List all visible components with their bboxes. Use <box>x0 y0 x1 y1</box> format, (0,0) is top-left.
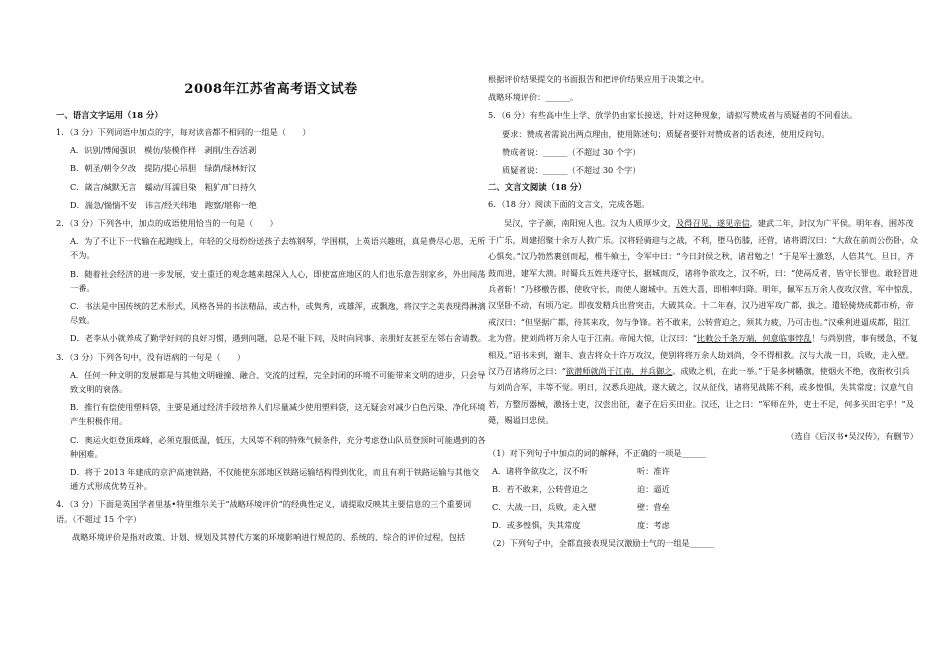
q3-option-c: C．奥运火炬登顶珠峰，必须克服低温，低压，大风等不利的特殊气候条件，充分考虑登山队员登顶时可能遇到的各种困难。 <box>70 434 486 459</box>
q1-option-c: C．箴言/缄默无言 蠕动/耳濡目染 粗犷/旷日持久 <box>70 181 257 192</box>
section-heading-classical: 二、文言文阅读（18 分） <box>488 182 587 193</box>
q5-requirement: 要求：赞成者需说出两点理由，使用陈述句；质疑者要针对赞成者的话表述，使用反问句。 <box>502 128 830 139</box>
option-gloss: 迫：逼近 <box>637 483 670 494</box>
q5-answer-support: 赞成者说：______（不超过 30 个字） <box>502 146 641 157</box>
q5-answer-question: 质疑者说：______（不超过 30 个字） <box>502 165 641 176</box>
q1-stem: 1．（3 分）下列词语中加点的字，每对读音都不相同的一组是（ ） <box>56 127 311 137</box>
q1-option-b: B．朝圣/朝令夕改 提防/提心吊胆 绿荫/绿林好汉 <box>70 163 257 174</box>
passage-part: ，建武二年，封汉为广平侯。明年春，围苏茂于广乐，周建招聚十余万人救广乐。汉将轻骑迎与之战，不利，堕马伤膝，还营，诸将谓汉曰：“大敌在前而公伤卧，众心惧矣。”汉乃勃然裹创而起，椎牛飨士，令军中曰：“今日封侯之秋，诸君勉之！”于是军士激怒，人倍其气。旦日，齐鼓而进，建军大溃。时蜀兵五姓共逐守长，据城而反，诸将争欲攻之，汉不听，曰：“使鬲反者，皆守长罪也。敢轻冒进兵者斩！”乃移檄告郡，使收守长，而使人谢城中。五姓大喜，即相率归降。明年，佩军五万余人夜攻汉营，军中惊乱，汉坚卧不动，有顷乃定。即夜发精兵出营突击，大破其众。十二年春，汉乃进军攻广都，拔之。遣轻骑烧成都市桥，帝戒汉曰：“但坚据广都，待其来攻，勿与争锋。若不敢来，公转营迫之，须其力疲，乃可击也。”汉乘利进逼成都，阻江北为营。使刘尚将万余人屯于江南。帝闻大惊，让汉曰：“ <box>488 218 918 344</box>
q6-stem: 6．（18 分）阅读下面的文言文，完成各题。 <box>488 199 650 210</box>
passage-underlined: 比敕公千条万端，何意临事悖乱 <box>696 333 812 344</box>
q4-continuation: 根据评价结果提交的书面报告和把评价结果应用于决策之中。 <box>488 74 710 84</box>
q5-stem: 5．（6 分）有些高中生上学、放学仍由家长接送，针对这种现象，请拟写赞成者与质疑者的不同看法。 <box>488 110 858 121</box>
q4-paragraph: 战略环境评价是指对政策、计划、规划及其替代方案的环境影响进行规范的、系统的、综合的评价过程，包括 <box>72 531 466 542</box>
option-gloss: 壁：营垒 <box>637 501 670 512</box>
passage-underlined: 欲潜师就尚于江南，并兵御之 <box>565 366 673 377</box>
option-sentence: C．大战一日，兵败，走入壁 <box>492 501 597 512</box>
q6-sub2-stem: （2）下列句子中，全都直接表现吴汉激励士气的一组是______ <box>488 537 715 548</box>
option-sentence: B．若不敢来，公转营迫之 <box>492 483 589 494</box>
passage-part: 。成败之机，在此一举。”于是多树幡旗，使烟火不绝，夜衔枚引兵与刘尚合军，丰等不觉。明日，汉悉兵迎战，遂大破之，汉从征伐，诸将见战陈不利，或多惶惧，失其常度；汉意气自若，方整厉器械，激扬士吏，汉尝出征，妻子在后买田业。汉还，让之曰：“军师在外，吏士不足，何多买田宅乎！”及薨，赐谥曰忠侯。 <box>488 366 914 426</box>
q1-option-d: D．湍急/惴惴不安 讳言/经天纬地 跑察/堪称一绝 <box>70 199 257 210</box>
option-gloss: 度：考虑 <box>637 519 670 530</box>
q3-option-d: D．将于 2013 年建成的京沪高速铁路，不仅能使东部地区铁路运输结构得到优化，而且有利于铁路运输与其他交通方式形成优势互补。 <box>70 467 480 492</box>
section-heading-language: 一、语言文字运用（18 分） <box>56 110 163 120</box>
page-title: 2008年江苏省高考语文试卷 <box>184 82 358 97</box>
option-gloss: 听：准许 <box>637 465 670 476</box>
right-column <box>488 72 918 554</box>
q2-option-a: A．为了不让下一代输在起跑线上，年轻的父母纷纷送孩子去练钢琴，学围棋，上英语兴趣班，真是费尽心思，无所不为。 <box>70 236 486 261</box>
q2-option-c: C．书法是中国传统的艺术形式，风格各异的书法精品，或古朴，或隽秀，或雄浑，或飘逸，将汉字之美表现得淋漓尽致。 <box>70 301 486 326</box>
option-sentence: D．或多惶惧，失其常度 <box>492 519 581 530</box>
q3-option-a: A．任何一种文明的发展都是与其他文明碰撞、融合、交流的过程，完全封闭的环境不可能带来文明的进步，只会导致文明的衰落。 <box>70 369 486 395</box>
option-sentence: A．诸将争欲攻之，汉不听 <box>492 465 588 476</box>
left-column <box>56 78 486 548</box>
q3-option-b: B．推行有偿使用塑料袋，主要是通过经济手段培养人们尽量减少使用塑料袋，这无疑会对减少白色污染、净化环境产生积极作用。 <box>70 402 486 427</box>
passage-source: （选自《后汉书•吴汉传》，有删节） <box>786 430 918 441</box>
q3-stem: 3．（3 分）下列各句中，没有语病的一句是（ ） <box>56 351 246 362</box>
q2-stem: 2．（3 分）下列各中，加点的成语使用恰当的一句是（ ） <box>56 218 278 229</box>
classical-passage <box>488 215 918 428</box>
q6-sub1-option-d <box>488 518 918 532</box>
q6-sub1-option-a <box>488 464 918 478</box>
passage-part: ！与尚别营，事有缓急，不复相及。”诏书未到，谢丰、袁吉将众十许万攻汉，使别将将万余人劫刘尚，令不得相救。汉与大战一日，兵败，走入壁。汉乃召诸将厉之曰：“ <box>488 333 918 377</box>
q6-sub1-stem: （1）对下列句子中加点的词的解释，不正确的一项是______ <box>488 447 707 458</box>
q4-answer-line: 战略环境评价：______。 <box>488 92 579 103</box>
q2-option-b: B．随着社会经济的进一步发展，安土重迁的观念越来越深入人心，即使富庶地区的人们也乐意告别家乡，外出闯荡一番。 <box>70 268 486 293</box>
q6-sub1-option-c <box>488 500 918 514</box>
passage-part: 吴汉，字子颜，南阳宛人也。汉为人质厚少文， <box>504 218 676 229</box>
passage-underlined: 及得召见，遂见亲信 <box>675 218 750 229</box>
q6-sub1-option-b <box>488 482 918 496</box>
q1-option-a: A．识别/博闻强识 模仿/装模作样 剥削/生吞活剥 <box>70 145 257 156</box>
q2-option-d: D．老李从小就养成了勤学好问的良好习惯，遇到问题，总是不耻下问，及时向同事、亲朋好友甚至左邻右舍请教。 <box>70 333 486 344</box>
q4-stem: 4．（3 分）下面是英国学者里基•特里维尔关于“战略环境评价”的经典性定义，请提取反映其主要信息的三个重要词语。（不超过 15 个字） <box>56 499 472 524</box>
